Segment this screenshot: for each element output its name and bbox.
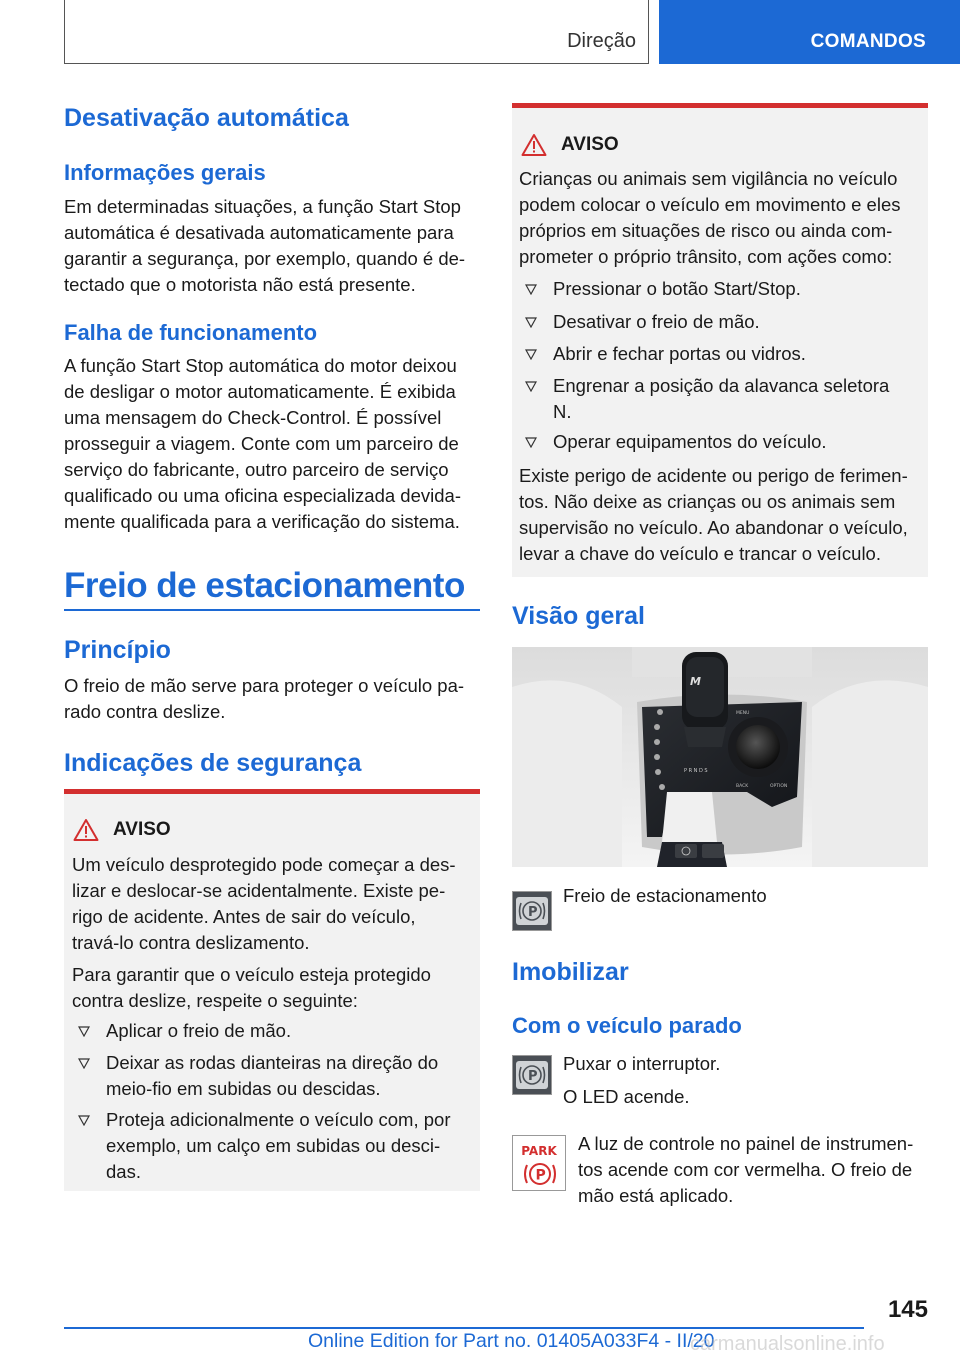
parking-brake-switch-icon — [512, 891, 552, 931]
heading-freio-estacionamento: Freio de estacionamento — [64, 566, 465, 605]
paragraph-led: O LED acende. — [563, 1086, 690, 1107]
bullet-triangle-icon — [525, 381, 537, 392]
footer-rule — [64, 1327, 864, 1329]
header-chapter-tab[interactable] — [659, 0, 960, 64]
svg-text:P: P — [535, 1167, 546, 1184]
paragraph-puxar: Puxar o interruptor. — [563, 1053, 721, 1074]
warning-title-left: AVISO — [73, 818, 171, 842]
warning-triangle-icon — [73, 818, 99, 842]
warning-left-paragraph-2: Para garantir que o veículo esteja protegido contra deslize, respeite o seguinte: — [72, 964, 431, 1011]
paragraph-principio: O freio de mão serve para proteger o veículo pa- rado contra deslize. — [64, 675, 465, 722]
paragraph-luz-controle: A luz de controle no painel de instrumen- tos acende com cor vermelha. O freio de mão está aplicado. — [578, 1133, 914, 1206]
list-item: Engrenar a posição da alavanca seletora N. — [519, 373, 919, 425]
warning-box-right — [512, 103, 928, 577]
bullet-triangle-icon — [525, 437, 537, 448]
list-item: Proteja adicionalmente o veículo com, por exemplo, um calço em subidas ou desci- das. — [72, 1107, 472, 1185]
list-item: Abrir e fechar portas ou vidros. — [519, 341, 919, 367]
heading-informacoes: Informações gerais — [64, 160, 266, 185]
svg-text:BACK: BACK — [736, 784, 749, 789]
footer-edition: Online Edition for Part no. 01405A033F4 - II/20 — [308, 1330, 715, 1352]
bullet-triangle-icon — [78, 1058, 90, 1069]
bullet-triangle-icon — [525, 349, 537, 360]
svg-text:M: M — [690, 675, 701, 688]
list-item: Operar equipamentos do veículo. — [519, 429, 919, 455]
bullet-triangle-icon — [78, 1115, 90, 1126]
header-section-box — [64, 0, 649, 64]
heading-rule — [64, 609, 480, 611]
svg-text:P R N D S: P R N D S — [684, 768, 708, 774]
svg-text:P: P — [528, 1069, 538, 1084]
heading-principio: Princípio — [64, 636, 171, 664]
heading-com-veiculo-parado: Com o veículo parado — [512, 1013, 742, 1038]
park-warning-light-icon: PARK P — [512, 1135, 566, 1191]
paragraph-informacoes: Em determinadas situações, a função Start Stop automática é desativada automaticamente para garantir a segurança, por exemplo, quando é de- tectado que o motorista não está presente. — [64, 196, 466, 295]
watermark: carmanualsonline.info — [690, 1333, 885, 1355]
bullet-triangle-icon — [525, 284, 537, 295]
list-item: Aplicar o freio de mão. — [72, 1018, 472, 1044]
header-section-title: Direção — [567, 30, 636, 52]
list-item: Pressionar o botão Start/Stop. — [519, 276, 919, 302]
warning-left-paragraph-1: Um veículo desprotegido pode começar a des- lizar e deslocar-se acidentalmente. Existe pe- rigo de acidente. Antes de sair do veículo, travá-lo contra deslizamento. — [72, 854, 456, 953]
heading-visao-geral: Visão geral — [512, 602, 645, 630]
warning-right-paragraph-1: Crianças ou animais sem vigilância no veículo podem colocar o veículo em movimento e eles próprios em situações de risco ou ainda com- prometer o próprio trânsito, com ações como: — [519, 168, 901, 267]
center-console-photo — [512, 647, 928, 867]
paragraph-falha: A função Start Stop automática do motor deixou de desligar o motor automaticamente. É exibida uma mensagem do Check-Control. É possível prosseguir a viagem. Conte com um parceiro de serviço do fabricante, outro parceiro de serviço qualificado ou uma oficina especializada devida- mente qualificada para a verificação do sistema. — [64, 355, 461, 532]
heading-imobilizar: Imobilizar — [512, 958, 629, 986]
bullet-triangle-icon — [525, 317, 537, 328]
list-item: Deixar as rodas dianteiras na direção do meio-fio em subidas ou descidas. — [72, 1050, 472, 1102]
header-chapter-title: COMANDOS — [810, 31, 926, 52]
parking-brake-switch-icon — [512, 1055, 552, 1095]
warning-title-right: AVISO — [521, 133, 619, 157]
list-item: Desativar o freio de mão. — [519, 309, 919, 335]
heading-desativacao: Desativação automática — [64, 104, 349, 132]
warning-right-paragraph-2: Existe perigo de acidente ou perigo de ferimen- tos. Não deixe as crianças ou os animais sem supervisão no veículo. Ao abandonar o veículo, levar a chave do veículo e trancar o veículo. — [519, 465, 908, 564]
heading-falha: Falha de funcionamento — [64, 320, 318, 345]
bullet-triangle-icon — [78, 1026, 90, 1037]
heading-seguranca: Indicações de segurança — [64, 749, 362, 777]
warning-triangle-icon — [521, 133, 547, 157]
svg-text:P: P — [528, 905, 538, 920]
warning-box-left — [64, 789, 480, 1191]
svg-text:MENU: MENU — [736, 711, 750, 716]
caption-freio: Freio de estacionamento — [563, 885, 767, 906]
svg-text:OPTION: OPTION — [770, 784, 788, 789]
page-number: 145 — [887, 1296, 928, 1323]
